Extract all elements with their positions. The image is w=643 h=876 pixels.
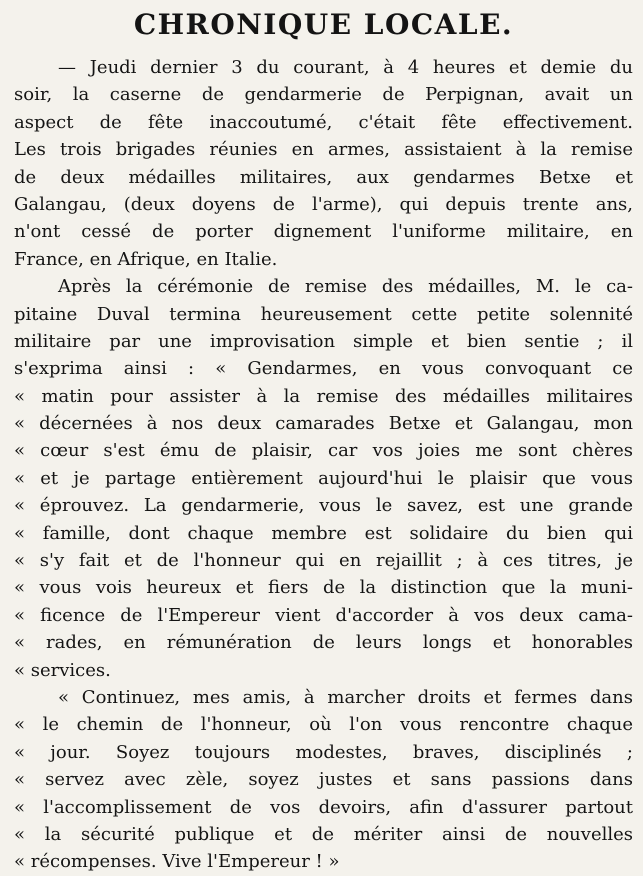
article-line: « jour. Soyez toujours modestes, braves, disciplinés ; — [14, 741, 633, 763]
article-line: « services. — [14, 659, 111, 681]
article-line: Après la cérémonie de remise des médailles, M. le ca- — [58, 276, 633, 298]
article-line: « ficence de l'Empereur vient d'accorder à vos deux cama- — [14, 604, 633, 626]
article-line: « servez avec zèle, soyez justes et sans passions dans — [14, 769, 633, 791]
article-line: « s'y fait et de l'honneur qui en rejaillit ; à ces titres, je — [14, 550, 633, 572]
article-line: « Continuez, mes amis, à marcher droits et fermes dans — [58, 686, 633, 708]
article-line: « éprouvez. La gendarmerie, vous le savez, est une grande — [14, 495, 633, 517]
article-line: de deux médailles militaires, aux gendarmes Betxe et — [14, 166, 633, 188]
article-line: Galangau, (deux doyens de l'arme), qui depuis trente ans, — [14, 193, 633, 215]
article-line: « récompenses. Vive l'Empereur ! » — [14, 851, 340, 873]
article-line: soir, la caserne de gendarmerie de Perpignan, avait un — [14, 84, 633, 106]
article-line: s'exprima ainsi : « Gendarmes, en vous convoquant ce — [14, 358, 633, 380]
article-line: n'ont cessé de porter dignement l'uniforme militaire, en — [14, 221, 633, 243]
article-line: « rades, en rémunération de leurs longs et honorables — [14, 632, 633, 654]
article-line: « matin pour assister à la remise des médailles militaires — [14, 385, 633, 407]
article-line: pitaine Duval termina heureusement cette petite solennité — [14, 303, 633, 325]
article-line: France, en Afrique, en Italie. — [14, 248, 278, 270]
article-line: « l'accomplissement de vos devoirs, afin d'assurer partout — [14, 796, 633, 818]
article-line: « la sécurité publique et de mériter ainsi de nouvelles — [14, 823, 633, 845]
article-line: « cœur s'est ému de plaisir, car vos joies me sont chères — [14, 440, 633, 462]
article-line: « famille, dont chaque membre est solidaire du bien qui — [14, 522, 633, 544]
article-line: — Jeudi dernier 3 du courant, à 4 heures et demie du — [58, 57, 633, 78]
article-line: aspect de fête inaccoutumé, c'était fête effectivement. — [14, 111, 633, 133]
article-line: « décernées à nos deux camarades Betxe et Galangau, mon — [14, 413, 633, 435]
article-line: « le chemin de l'honneur, où l'on vous rencontre chaque — [14, 714, 633, 736]
article-line: « vous vois heureux et fiers de la distinction que la muni- — [14, 577, 633, 599]
article-line: Les trois brigades réunies en armes, assistaient à la remise — [14, 139, 633, 161]
article-line: « et je partage entièrement aujourd'hui le plaisir que vous — [14, 467, 633, 489]
article-title: CHRONIQUE LOCALE. — [133, 8, 514, 41]
article-line: militaire par une improvisation simple et bien sentie ; il — [14, 330, 633, 352]
